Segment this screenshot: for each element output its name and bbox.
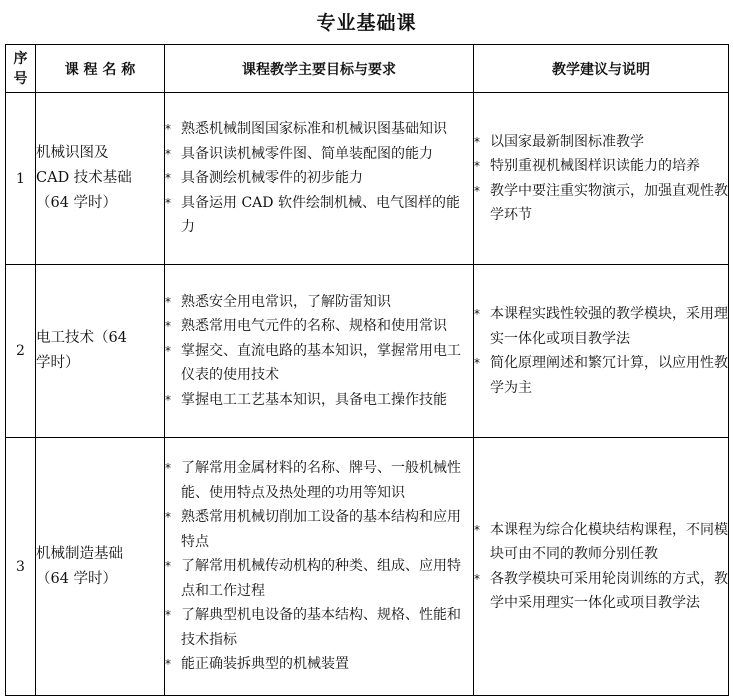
bullet-mark: * [165, 392, 171, 407]
row-number: 2 [6, 265, 36, 438]
table-row [6, 265, 729, 438]
bullet-mark: * [165, 461, 171, 476]
goal-text: 熟悉常用电气元件的名称、规格和使用常识 [181, 318, 447, 335]
goal-text: 具备识读机械零件图、简单装配图的能力 [181, 145, 433, 162]
bullet-mark: * [165, 559, 171, 574]
table-row [6, 438, 729, 696]
advice-item [474, 567, 728, 616]
goal-text: 了解典型机电设备的基本结构、规格、性能和技术指标 [181, 607, 461, 648]
course-name [36, 265, 165, 438]
advice-item [474, 302, 728, 351]
header-number [6, 45, 36, 93]
goals-cell [165, 93, 474, 265]
goal-item [165, 290, 473, 315]
bullet-mark: * [474, 522, 480, 537]
bullet-mark: * [165, 146, 171, 161]
header-advice: 教学建议与说明 [474, 45, 729, 93]
course-name-line: （64 学时） [36, 195, 118, 211]
goal-item [165, 554, 473, 603]
bullet-mark: * [165, 171, 171, 186]
bullet-mark: * [165, 122, 171, 137]
header-goals: 课程教学主要目标与要求 [165, 45, 474, 93]
goal-text: 掌握电工工艺基本知识，具备电工操作技能 [181, 391, 447, 408]
bullet-mark: * [165, 510, 171, 525]
bullet-mark: * [165, 608, 171, 623]
row-number: 1 [6, 93, 36, 265]
advice-item [474, 130, 728, 155]
goal-text: 掌握交、直流电路的基本知识，掌握常用电工仪表的使用技术 [181, 342, 461, 384]
course-name-line: 机械制造基础 [36, 545, 123, 562]
advice-text: 各教学模块可采用轮岗训练的方式，教学中采用理实一体化或项目教学法 [490, 570, 728, 611]
header-number-line1: 序 [13, 50, 28, 67]
course-name-line: （64 学时） [36, 570, 118, 587]
advice-text: 特别重视机械图样识读能力的培养 [490, 158, 700, 174]
advice-item [474, 179, 728, 228]
bullet-mark: * [165, 343, 171, 358]
bullet-mark: * [474, 571, 480, 586]
bullet-mark: * [474, 356, 480, 370]
goal-item [165, 191, 473, 240]
advice-text: 本课程为综合化模块结构课程，不同模块可由不同的教师分别任教 [490, 521, 728, 562]
goal-item [165, 388, 473, 413]
goals-cell [165, 438, 474, 696]
header-course-name: 课 程 名 称 [36, 45, 165, 93]
goal-item [165, 339, 473, 388]
goal-item [165, 652, 473, 677]
goals-cell [165, 265, 474, 438]
bullet-mark: * [165, 657, 171, 672]
course-name-line: CAD 技术基础 [36, 170, 132, 186]
course-name-line: 机械识图及 [36, 145, 109, 161]
course-name [36, 438, 165, 696]
bullet-mark: * [474, 134, 480, 149]
goal-item [165, 117, 473, 142]
goal-item [165, 314, 473, 339]
advice-text: 本课程实践性较强的教学模块，采用理实一体化或项目教学法 [490, 306, 728, 347]
goal-item [165, 456, 473, 505]
header-row [6, 45, 729, 93]
advice-cell [474, 93, 729, 265]
bullet-mark: * [165, 195, 171, 210]
goal-text: 熟悉安全用电常识，了解防雷知识 [181, 293, 391, 310]
goal-item [165, 603, 473, 652]
header-number-line2: 号 [13, 70, 28, 87]
bullet-mark: * [165, 319, 171, 334]
goal-text: 具备运用 CAD 软件绘制机械、电气图样的能力 [181, 194, 460, 236]
goal-text: 熟悉机械制图国家标准和机械识图基础知识 [181, 121, 447, 138]
advice-cell [474, 265, 729, 438]
course-name [36, 93, 165, 265]
advice-text: 简化原理阐述和繁冗计算，以应用性教学为主 [490, 355, 728, 396]
goal-item [165, 166, 473, 191]
bullet-mark: * [474, 183, 480, 198]
advice-item [474, 518, 728, 567]
bullet-mark: * [474, 159, 480, 173]
goal-item [165, 505, 473, 554]
table-row [6, 93, 729, 265]
row-number: 3 [6, 438, 36, 696]
goal-text: 熟悉常用机械切削加工设备的基本结构和应用特点 [181, 509, 461, 550]
course-name-line: 学时） [36, 355, 80, 371]
advice-text: 以国家最新制图标准教学 [490, 133, 644, 150]
course-name-line: 电工技术（64 [36, 330, 127, 346]
goal-text: 能正确装拆典型的机械装置 [181, 656, 349, 673]
course-table [5, 44, 729, 696]
page-title: 专业基础课 [316, 12, 417, 34]
bullet-mark: * [165, 294, 171, 309]
advice-cell [474, 438, 729, 696]
goal-text: 具备测绘机械零件的初步能力 [181, 170, 363, 187]
goal-text: 了解常用金属材料的名称、牌号、一般机械性能、使用特点及热处理的功用等知识 [181, 460, 461, 501]
advice-text: 教学中要注重实物演示，加强直观性教学环节 [490, 182, 728, 223]
goal-item [165, 142, 473, 167]
goal-text: 了解常用机械传动机构的种类、组成、应用特点和工作过程 [181, 558, 461, 599]
advice-item [474, 154, 728, 179]
advice-item [474, 351, 728, 400]
bullet-mark: * [474, 307, 480, 321]
